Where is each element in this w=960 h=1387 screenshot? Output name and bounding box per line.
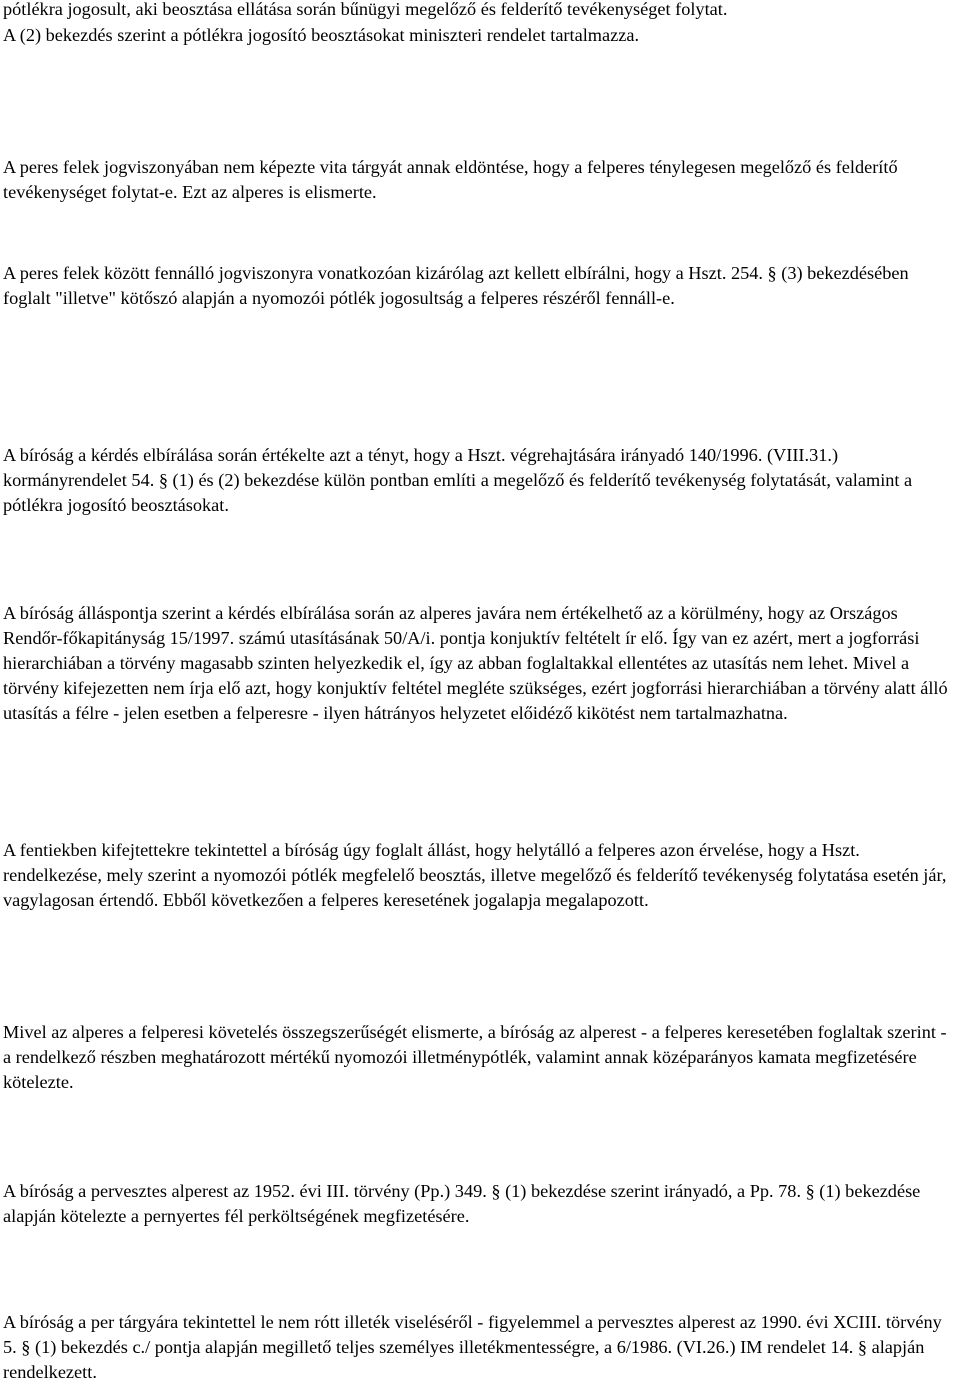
- paragraph-5: A bíróság a kérdés elbírálása során értékelte azt a tényt, hogy a Hszt. végrehajtására irányadó 140/1996. (VIII.31.) kormányrendelet 54. § (1) és (2) bekezdése külön pontban említi a megelőző és felderítő tevékenység folytatását, valamint a pótlékra jogosító beosztásokat.: [3, 445, 913, 515]
- paragraph-1: pótlékra jogosult, aki beosztása ellátása során bűnügyi megelőző és felderítő tevékenységet folytat.: [3, 0, 728, 19]
- paragraph-9: A bíróság a pervesztes alperest az 1952. évi III. törvény (Pp.) 349. § (1) bekezdése szerint irányadó, a Pp. 78. § (1) bekezdése alapján kötelezte a pernyertes fél perköltségének megfizetésére.: [3, 1181, 921, 1226]
- paragraph-3: A peres felek jogviszonyában nem képezte vita tárgyát annak eldöntése, hogy a felperes ténylegesen megelőző és felderítő tevékenységet folytat-e. Ezt az alperes is elismerte.: [3, 157, 898, 202]
- paragraph-8: Mivel az alperes a felperesi követelés összegszerűségét elismerte, a bíróság az alperest - a felperes keresetében foglaltak szerint - a rendelkező részben meghatározott mértékű nyomozói illetménypótlék, valamint annak középarányos kamata megfizetésére kötelezte.: [3, 1022, 947, 1092]
- paragraph-2: A (2) bekezdés szerint a pótlékra jogosító beosztásokat miniszteri rendelet tartalmazza.: [3, 25, 640, 45]
- paragraph-7: A fentiekben kifejtettekre tekintettel a bíróság úgy foglalt állást, hogy helytálló a felperes azon érvelése, hogy a Hszt. rendelkezése, mely szerint a nyomozói pótlék megfelelő beosztás, illetve megelőző és felderítő tevékenység folytatása esetén jár, vagylagosan értendő. Ebből következően a felperes keresetének jogalapja megalapozott.: [3, 840, 947, 910]
- paragraph-10: A bíróság a per tárgyára tekintettel le nem rótt illeték viseléséről - figyelemmel a pervesztes alperest az 1990. évi XCIII. törvény 5. § (1) bekezdés c./ pontja alapján megillető teljes személyes illetékmentességre, a 6/1986. (VI.26.) IM rendelet 14. § alapján rendelkezett.: [3, 1312, 942, 1382]
- paragraph-4: A peres felek között fennálló jogviszonyra vonatkozóan kizárólag azt kellett elbírálni, hogy a Hszt. 254. § (3) bekezdésében foglalt "illetve" kötőszó alapján a nyomozói pótlék jogosultság a felperes részéről fennáll-e.: [3, 263, 909, 308]
- paragraph-6: A bíróság álláspontja szerint a kérdés elbírálása során az alperes javára nem értékelhető az a körülmény, hogy az Országos Rendőr-főkapitányság 15/1997. számú utasításának 50/A/i. pontja konjuktív feltételt ír elő. Így van ez azért, mert a jogforrási hierarchiában a törvény magasabb szinten helyezkedik el, így az abban foglaltakkal ellentétes az utasítás nem lehet. Mivel a törvény kifejezetten nem írja elő azt, hogy konjuktív feltétel megléte szükséges, ezért jogforrási hierarchiában a törvény alatt álló utasítás a félre - jelen esetben a felperesre - ilyen hátrányos helyzetet előidéző kikötést nem tartalmazhatna.: [3, 603, 948, 723]
